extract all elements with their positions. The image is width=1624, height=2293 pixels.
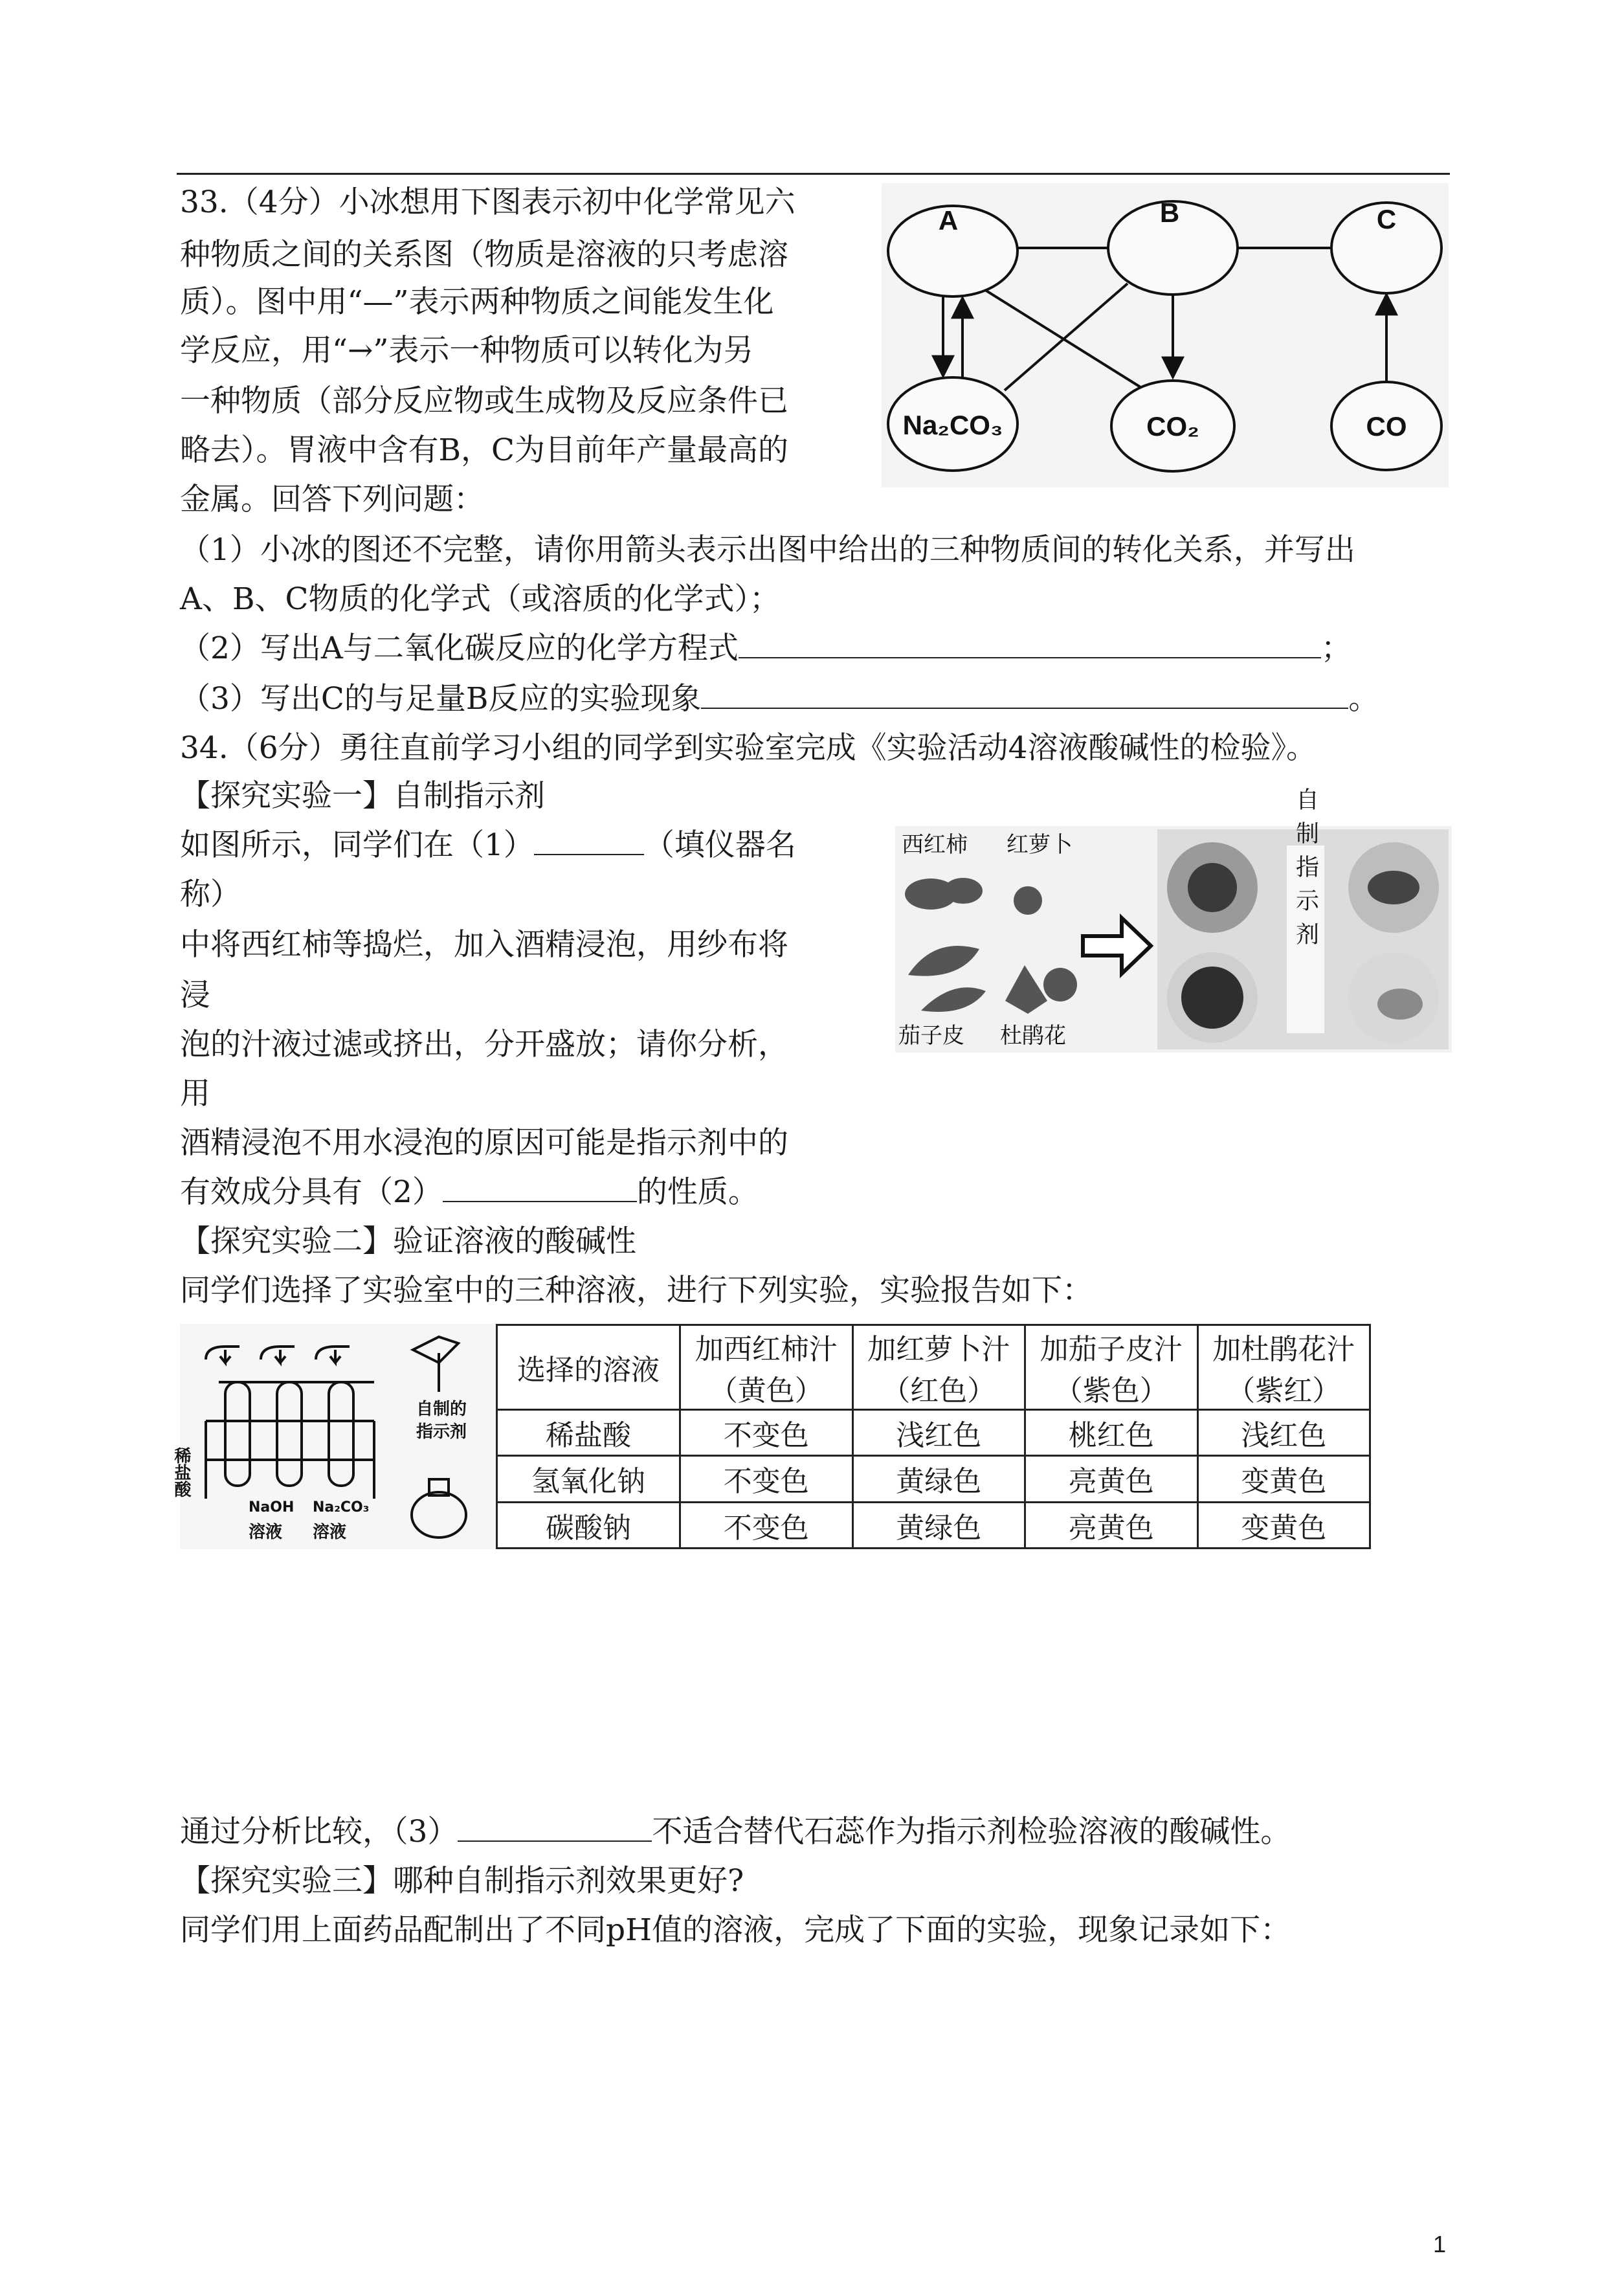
node-c-label: C: [1376, 204, 1397, 234]
radish-label: 红萝卜: [1007, 832, 1073, 858]
q33-sub2-suffix: ；: [1320, 631, 1351, 666]
acid-label: 稀盐酸: [172, 1447, 191, 1497]
exp2-conclusion-suffix: 不适合替代石蕊作为指示剂检验溶液的酸碱性。: [652, 1814, 1291, 1850]
azalea-label: 杜鹃花: [1000, 1023, 1066, 1049]
table-cell: 浅红色: [1197, 1410, 1370, 1456]
exp2-conclusion: [180, 1813, 1291, 1851]
exp2-blank-3[interactable]: [458, 1813, 652, 1842]
exp2-conclusion-prefix: 通过分析比较，（3）: [180, 1814, 458, 1850]
node-b-label: B: [1159, 197, 1180, 228]
q34-intro: 34.（6分）勇往直前学习小组的同学到实验室完成《实验活动4溶液酸碱性的检验》。: [180, 730, 1317, 766]
q33-sub3-suffix: 。: [1348, 681, 1379, 717]
q33-line-1: 33.（4分）小冰想用下图表示初中化学常见六: [180, 185, 795, 220]
table-cell: 亮黄色: [1025, 1456, 1198, 1502]
exp2-heading: 【探究实验二】验证溶液的酸碱性: [180, 1224, 636, 1259]
table-cell: 亮黄色: [1025, 1502, 1198, 1548]
na2co3-label: Na₂CO₃: [313, 1499, 370, 1516]
node-co2-label: CO₂: [1146, 411, 1199, 442]
exp1-blank-2[interactable]: [443, 1174, 637, 1202]
table-header-eggplant: 加茄子皮汁 （紫色）: [1025, 1325, 1198, 1410]
table-row-label: 碳酸钠: [497, 1502, 680, 1548]
eggplant-label: 茄子皮: [898, 1023, 964, 1049]
indicator-label-a: 自制的: [416, 1400, 467, 1419]
indicator-bottle-icon: [412, 1492, 466, 1538]
q33-line-7: 金属。回答下列问题：: [180, 482, 484, 517]
exp1-line-5: 泡的汁液过滤或挤出，分开盛放；请你分析，: [180, 1027, 788, 1062]
exp3-heading: 【探究实验三】哪种自制指示剂效果更好?: [180, 1863, 744, 1899]
top-rule: [177, 173, 1450, 175]
q33-line-5: 一种物质（部分反应物或生成物及反应条件已: [180, 383, 788, 419]
exp2-report-table: [496, 1324, 1371, 1549]
exp1-heading: 【探究实验一】自制指示剂: [180, 778, 545, 814]
table-corner-header: 选择的溶液: [497, 1325, 680, 1410]
table-cell: 不变色: [680, 1456, 853, 1502]
table-row-label: 稀盐酸: [497, 1410, 680, 1456]
exp1-line-4: 浸: [180, 978, 210, 1013]
q33-sub1-line-a: （1）小冰的图还不完整，请你用箭头表示出图中给出的三种物质间的转化关系，并写出: [180, 532, 1355, 568]
node-na2co3-label: Na₂CO₃: [902, 410, 1003, 440]
q33-sub3-prefix: （3）写出C的与足量B反应的实验现象: [180, 681, 702, 717]
na2co3-solution-label: 溶液: [313, 1523, 347, 1542]
exp1-line-3: 中将西红柿等捣烂，加入酒精浸泡，用纱布将: [180, 927, 788, 963]
q33-line-4: 学反应，用“→”表示一种物质可以转化为另: [180, 333, 754, 368]
q33-sub1-line-b: A、B、C物质的化学式（或溶质的化学式）；: [180, 581, 780, 617]
exp1-line-1-prefix: 如图所示，同学们在（1）: [180, 827, 534, 863]
dropper-icon: [413, 1337, 458, 1363]
radish-icon: [1014, 886, 1042, 915]
table-cell: 黄绿色: [852, 1456, 1025, 1502]
exp1-line-1-suffix: （填仪器名: [643, 827, 796, 863]
exp2-apparatus-figure: [172, 1324, 496, 1549]
q33-sub2-answer-blank[interactable]: [739, 630, 1321, 658]
exp1-line-8: [180, 1173, 759, 1212]
exp3-intro: 同学们用上面药品配制出了不同pH值的溶液，完成了下面的实验，现象记录如下：: [180, 1912, 1291, 1948]
table-cell: 黄绿色: [852, 1502, 1025, 1548]
q33-line-3: 质）。图中用“—”表示两种物质之间能发生化: [180, 284, 774, 320]
q33-sub2: [180, 629, 1351, 668]
q33-line-6: 略去）。胃液中含有B，C为目前年产量最高的: [180, 432, 788, 468]
table-cell: 不变色: [680, 1410, 853, 1456]
exp1-indicator-figure: [895, 787, 1452, 1053]
table-cell: 桃红色: [1025, 1410, 1198, 1456]
table-cell: 不变色: [680, 1502, 853, 1548]
exp1-blank-1[interactable]: [534, 827, 644, 855]
q33-sub3-answer-blank[interactable]: [701, 680, 1348, 709]
exp1-line-1: [180, 826, 796, 865]
table-cell: 浅红色: [852, 1410, 1025, 1456]
table-cell: 变黄色: [1197, 1502, 1370, 1548]
table-row-label: 氢氧化钠: [497, 1456, 680, 1502]
table-row: [497, 1410, 1370, 1456]
tomato-label: 西红柿: [902, 832, 968, 858]
test-tube-1: [225, 1382, 250, 1486]
table-header-radish: 加红萝卜汁 （红色）: [852, 1325, 1025, 1410]
exp2-intro: 同学们选择了实验室中的三种溶液，进行下列实验，实验报告如下：: [180, 1273, 1093, 1308]
table-cell: 变黄色: [1197, 1456, 1370, 1502]
table-header-azalea: 加杜鹃花汁 （紫红）: [1197, 1325, 1370, 1410]
node-co-label: CO: [1366, 411, 1407, 442]
q33-sub2-prefix: （2）写出A与二氧化碳反应的化学方程式: [180, 631, 739, 666]
exp1-line-2: 称）: [180, 877, 241, 912]
exp1-line-7: 酒精浸泡不用水浸泡的原因可能是指示剂中的: [180, 1125, 788, 1161]
indicator-label-b: 指示剂: [416, 1422, 467, 1442]
q33-relation-diagram: [882, 183, 1449, 487]
naoh-label: NaOH: [249, 1499, 295, 1516]
q33-line-2: 种物质之间的关系图（物质是溶液的只考虑溶: [180, 237, 788, 273]
test-tube-3: [329, 1382, 353, 1486]
table-row: [497, 1456, 1370, 1502]
homemade-indicator-label: 自制指示剂: [1292, 787, 1319, 956]
test-tube-2: [277, 1382, 302, 1486]
table-header-tomato: 加西红柿汁 （黄色）: [680, 1325, 853, 1410]
q33-sub3: [180, 680, 1379, 719]
exp1-line-6: 用: [180, 1076, 210, 1112]
node-a-label: A: [938, 205, 959, 236]
page-number: 1: [1433, 2231, 1447, 2257]
table-row: [497, 1502, 1370, 1548]
exp1-line-8-prefix: 有效成分具有（2）: [180, 1174, 443, 1210]
exp1-line-8-suffix: 的性质。: [636, 1174, 759, 1210]
naoh-solution-label: 溶液: [249, 1523, 283, 1542]
